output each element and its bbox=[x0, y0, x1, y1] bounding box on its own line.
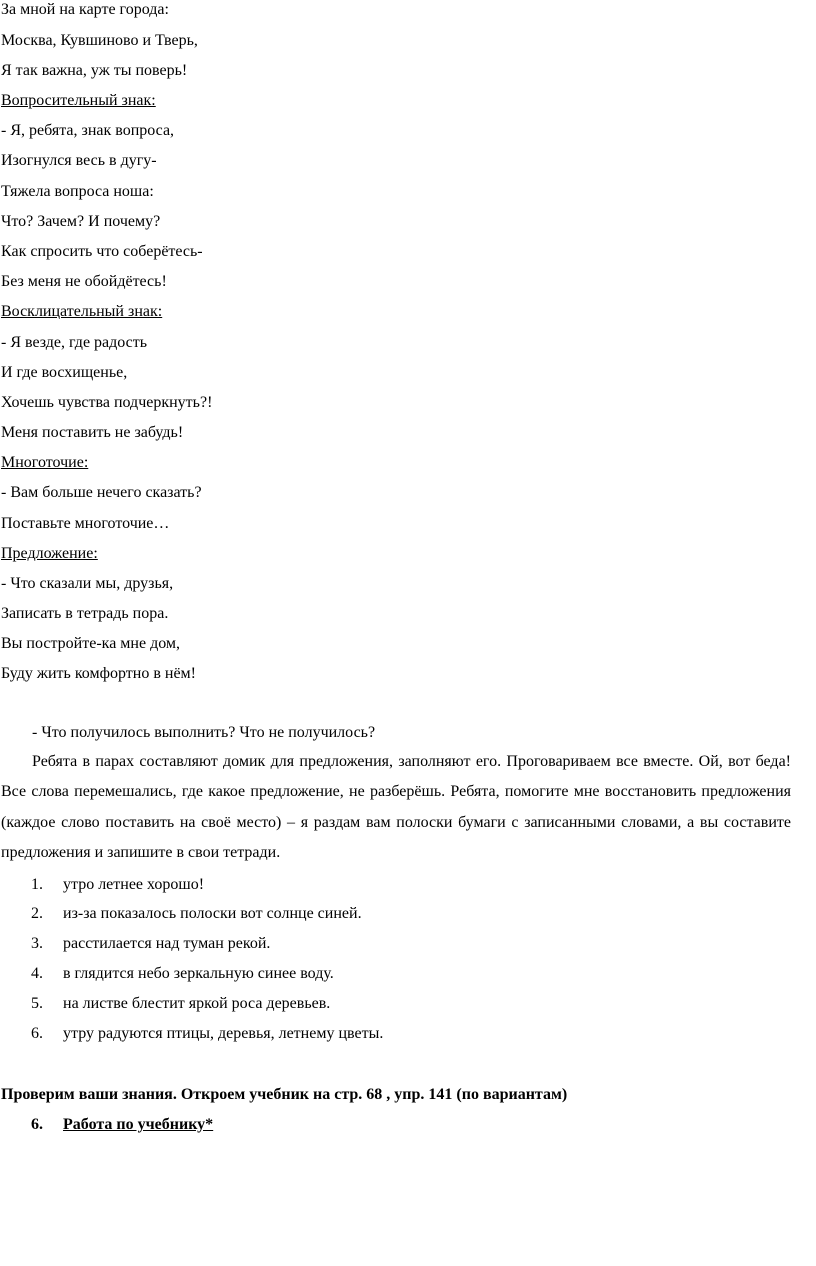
list-item: в глядится небо зеркальную синее воду. bbox=[63, 965, 334, 982]
poem-line: Хочешь чувства подчеркнуть?! bbox=[1, 394, 213, 411]
list-item-number: 3. bbox=[31, 935, 43, 952]
poem-heading-question-mark: Вопросительный знак: bbox=[1, 92, 156, 109]
poem-line: За мной на карте города: bbox=[1, 1, 169, 18]
poem-line: Вы постройте-ка мне дом, bbox=[1, 635, 181, 652]
poem-line: - Я везде, где радость bbox=[1, 334, 148, 351]
poem-line: Я так важна, уж ты поверь! bbox=[1, 62, 188, 79]
poem-line: Буду жить комфортно в нём! bbox=[1, 665, 196, 682]
poem-heading-ellipsis: Многоточие: bbox=[1, 454, 89, 471]
poem-line: - Вам больше нечего сказать? bbox=[1, 484, 202, 501]
poem-line: Что? Зачем? И почему? bbox=[1, 213, 161, 230]
list-item: утро летнее хорошо! bbox=[63, 876, 205, 893]
section-number: 6. bbox=[31, 1116, 43, 1133]
poem-line: - Что сказали мы, друзья, bbox=[1, 575, 174, 592]
poem-line: Меня поставить не забудь! bbox=[1, 424, 184, 441]
poem-heading-exclamation-mark: Восклицательный знак: bbox=[1, 303, 163, 320]
poem-line: Как спросить что соберётесь- bbox=[1, 243, 203, 260]
check-knowledge-line: Проверим ваши знания. Откроем учебник на стр. 68 , упр. 141 (по вариантам) bbox=[1, 1086, 568, 1103]
poem-line: Москва, Кувшиново и Тверь, bbox=[1, 32, 198, 49]
list-item-number: 4. bbox=[31, 965, 43, 982]
list-item-number: 1. bbox=[31, 876, 43, 893]
list-item: утру радуются птицы, деревья, летнему цветы. bbox=[63, 1025, 384, 1042]
list-item-number: 2. bbox=[31, 905, 43, 922]
list-item: на листве блестит яркой роса деревьев. bbox=[63, 995, 331, 1012]
poem-heading-sentence: Предложение: bbox=[1, 545, 98, 562]
list-item: из-за показалось полоски вот солнце синей. bbox=[63, 905, 362, 922]
question-line: - Что получилось выполнить? Что не получилось? bbox=[32, 724, 376, 741]
section-title: Работа по учебнику* bbox=[63, 1116, 214, 1133]
poem-line: И где восхищенье, bbox=[1, 364, 128, 381]
list-item-number: 6. bbox=[31, 1025, 43, 1042]
poem-line: - Я, ребята, знак вопроса, bbox=[1, 122, 175, 139]
poem-line: Без меня не обойдётесь! bbox=[1, 273, 167, 290]
poem-line: Изогнулся весь в дугу- bbox=[1, 152, 157, 169]
poem-line: Записать в тетрадь пора. bbox=[1, 605, 169, 622]
poem-line: Тяжела вопроса ноша: bbox=[1, 183, 154, 200]
list-item: расстилается над туман рекой. bbox=[63, 935, 271, 952]
list-item-number: 5. bbox=[31, 995, 43, 1012]
instruction-paragraph: Ребята в парах составляют домик для предложения, заполняют его. Проговариваем все вместе. Ой, вот беда! Все слова перемешались, где какое предложение, не разберёшь. Ребята, помогите мне восстановить предложения (каждое слово поставить на своё место) – я раздам вам полоски бумаги с записанными словами, а вы составите предложения и запишите в свои тетради. bbox=[1, 753, 791, 861]
poem-line: Поставьте многоточие… bbox=[1, 515, 170, 532]
